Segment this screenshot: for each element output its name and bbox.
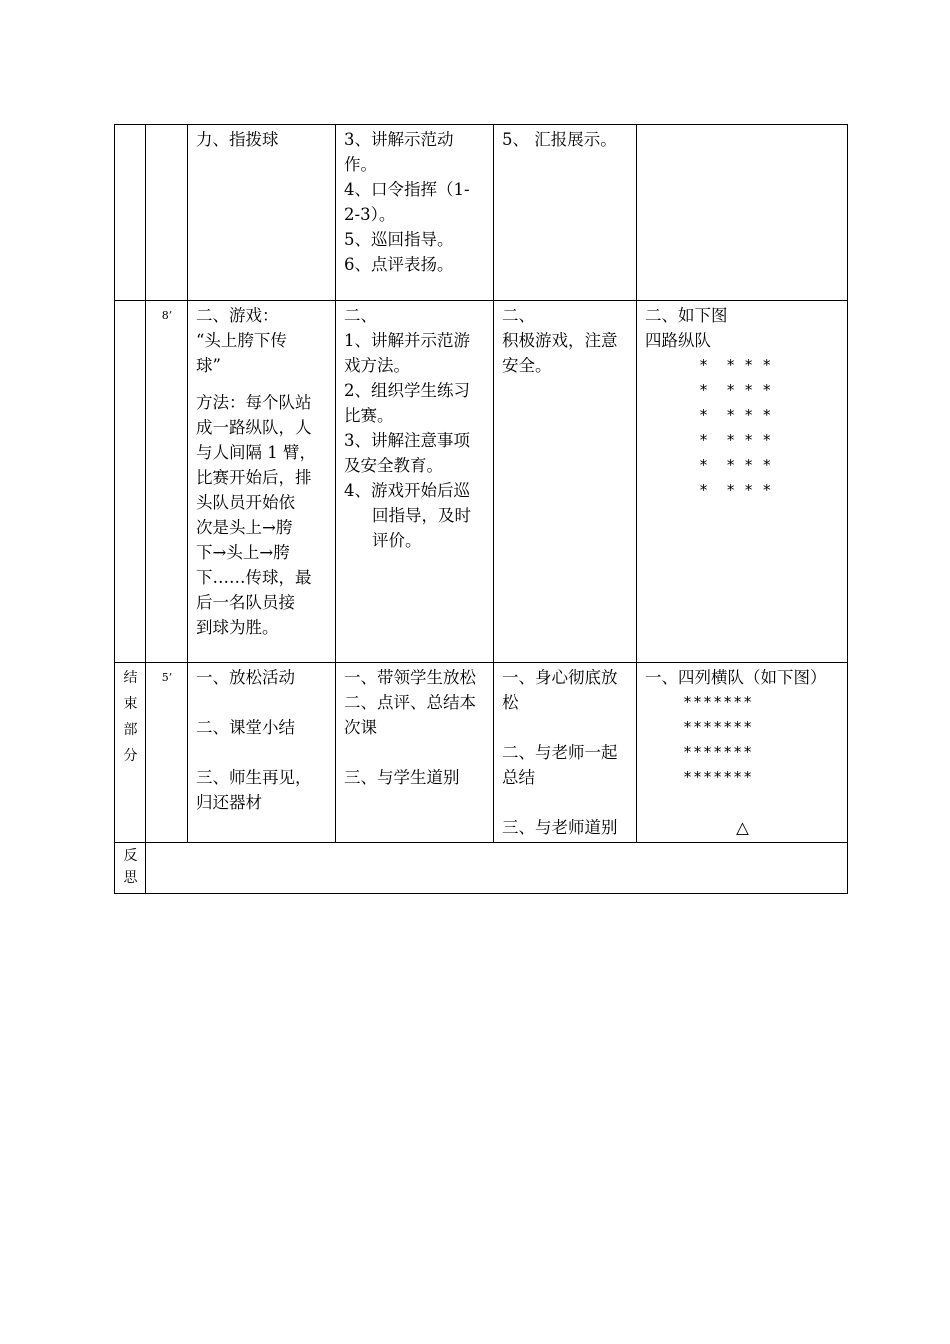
teacher-position-icon: △ [736, 818, 749, 837]
formation-cell [637, 125, 848, 301]
lesson-plan-table [114, 124, 848, 894]
content-cell [188, 663, 336, 843]
formation-row: * * * * [699, 381, 772, 399]
section-char: 分 [123, 748, 138, 764]
teacher-line: 三、与学生道别 [344, 768, 460, 787]
section-char: 思 [123, 870, 138, 886]
student-line: 总结 [502, 768, 535, 787]
time-cell [146, 125, 188, 301]
content-line: 下→头上→胯 [196, 543, 290, 562]
content-line: 到球为胜。 [196, 618, 279, 637]
content-line: 二、课堂小结 [196, 718, 295, 737]
student-cell [494, 663, 637, 843]
student-line: 积极游戏，注意 [502, 331, 618, 350]
teacher-line: 戏方法。 [344, 356, 410, 375]
teacher-line: 5、巡回指导。 [344, 230, 454, 249]
table-row [115, 301, 848, 663]
content-line: 比赛开始后，排 [196, 468, 312, 487]
section-char: 结 [123, 670, 138, 686]
formation-row: ******* [683, 743, 754, 761]
formation-title: 一、四列横队（如下图） [645, 668, 827, 687]
formation-row: * * * * [699, 406, 772, 424]
section-char: 束 [123, 696, 138, 712]
teacher-line: 及安全教育。 [344, 456, 443, 475]
formation-row: * * * * [699, 356, 772, 374]
teacher-line: 作。 [344, 155, 377, 174]
student-line: 5、 汇报展示。 [502, 130, 617, 149]
teacher-cell [336, 663, 494, 843]
formation-row: ******* [683, 768, 754, 786]
content-line: 后一名队员接 [196, 593, 295, 612]
section-label-reflection [115, 843, 146, 894]
formation-cell [637, 663, 848, 843]
teacher-cell [336, 125, 494, 301]
teacher-line: 2、组织学生练习 [344, 381, 470, 400]
teacher-line: 3、讲解示范动 [344, 130, 454, 149]
table-row [115, 125, 848, 301]
student-cell [494, 301, 637, 663]
content-line: 头队员开始依 [196, 493, 295, 512]
teacher-line: 6、点评表扬。 [344, 255, 454, 274]
formation-cell [637, 301, 848, 663]
table-row [115, 663, 848, 843]
content-line: 一、放松活动 [196, 668, 295, 687]
student-line: 松 [502, 693, 519, 712]
teacher-cell [336, 301, 494, 663]
section-cell [115, 301, 146, 663]
formation-row: * * * * [699, 456, 772, 474]
teacher-line: 4、口令指挥（1- [344, 180, 470, 199]
content-line: 归还器材 [196, 793, 262, 812]
teacher-line: 1、讲解并示范游 [344, 331, 470, 350]
section-char: 反 [123, 848, 138, 864]
teacher-line: 比赛。 [344, 406, 394, 425]
content-line: 次是头上→胯 [196, 518, 293, 537]
formation-title: 四路纵队 [645, 331, 711, 350]
teacher-line: 二、点评、总结本 [344, 693, 476, 712]
teacher-line: 次课 [344, 718, 377, 737]
student-cell [494, 125, 637, 301]
content-line: 方法：每个队站 [196, 393, 312, 412]
teacher-line: 评价。 [372, 531, 422, 550]
section-label-ending [115, 663, 146, 843]
formation-row: ******* [683, 718, 754, 736]
student-line: 安全。 [502, 356, 552, 375]
teacher-line: 3、讲解注意事项 [344, 431, 470, 450]
time-cell: 5’ [146, 663, 188, 843]
content-line: 与人间隔 1 臂， [196, 443, 316, 462]
student-line: 二、 [502, 306, 535, 325]
time-cell: 8’ [146, 301, 188, 663]
content-line: 下……传球，最 [196, 568, 312, 587]
content-line: 二、游戏： [196, 306, 279, 325]
section-char: 部 [123, 722, 138, 738]
teacher-line: 二、 [344, 306, 377, 325]
student-line: 一、身心彻底放 [502, 668, 618, 687]
student-line: 二、与老师一起 [502, 743, 618, 762]
formation-row: * * * * [699, 481, 772, 499]
formation-row: ******* [683, 693, 754, 711]
content-line: 球” [196, 356, 221, 375]
formation-title: 二、如下图 [645, 306, 728, 325]
formation-row: * * * * [699, 431, 772, 449]
table-row [115, 843, 848, 894]
content-line: 三、师生再见， [196, 768, 312, 787]
content-cell [188, 125, 336, 301]
teacher-line: 回指导，及时 [372, 506, 471, 525]
content-line: 成一路纵队，人 [196, 418, 312, 437]
teacher-line: 2-3）。 [344, 205, 396, 224]
content-line: 力、指拨球 [196, 130, 279, 149]
content-line: “头上胯下传 [196, 331, 287, 350]
content-cell [188, 301, 336, 663]
section-cell [115, 125, 146, 301]
reflection-cell[interactable] [146, 843, 848, 894]
student-line: 三、与老师道别 [502, 818, 618, 837]
teacher-line: 4、游戏开始后巡 [344, 481, 470, 500]
teacher-line: 一、带领学生放松 [344, 668, 476, 687]
